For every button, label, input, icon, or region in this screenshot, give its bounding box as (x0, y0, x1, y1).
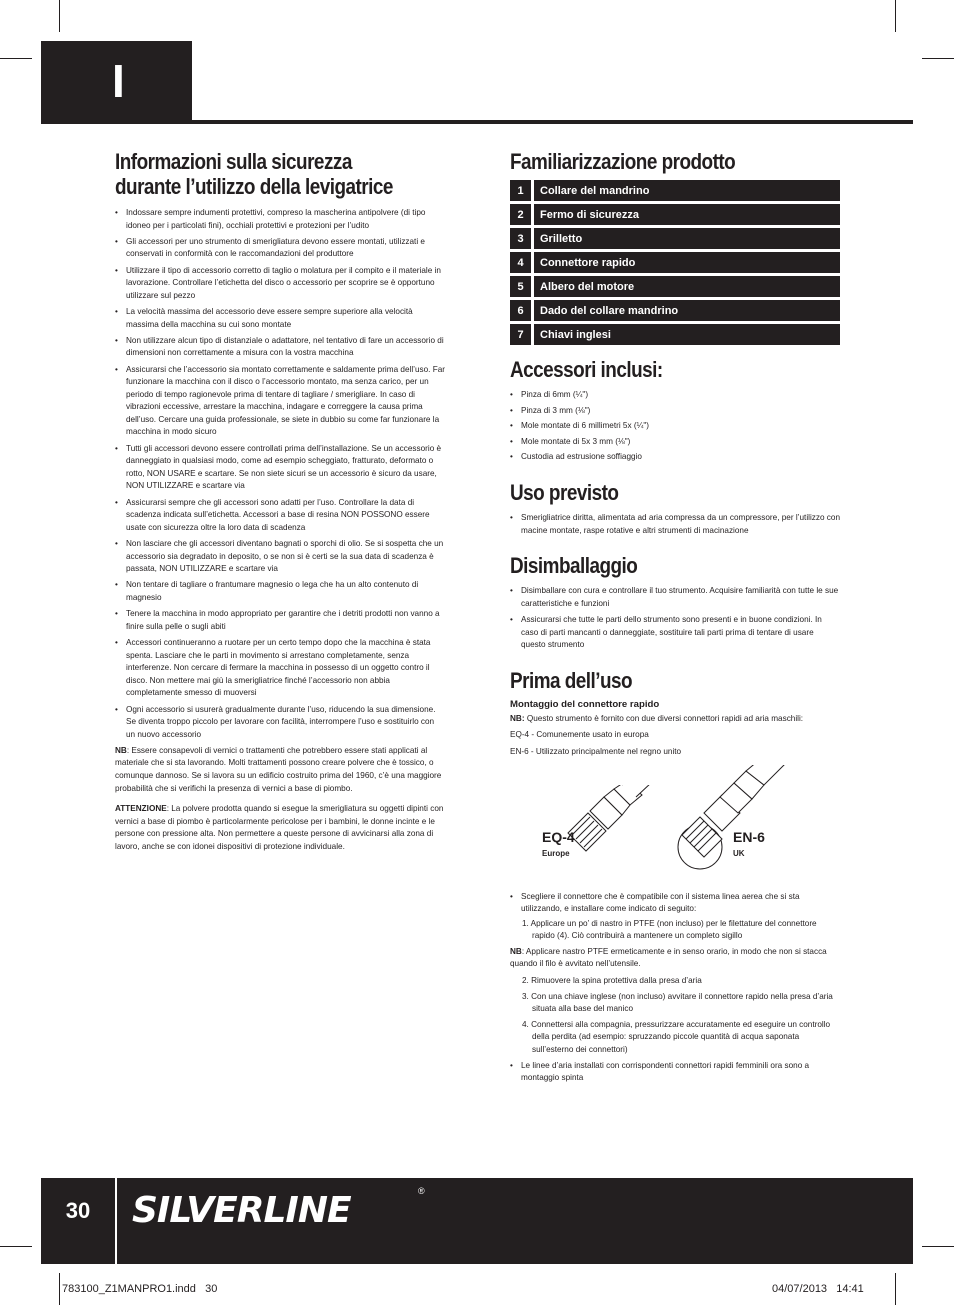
list-item: • Pinza di 6mm (¼") (510, 389, 840, 402)
table-row (510, 228, 840, 249)
brand-logo: SILVERLINE (132, 1190, 351, 1231)
registered-mark: ® (418, 1186, 425, 1196)
list-item: • Scegliere il connettore che è compatibile con il sistema linea aerea che si sta utilizzando, e installare come indicato di seguito: (510, 891, 840, 916)
list-item: • Indossare sempre indumenti protettivi, compreso la mascherina antipolvere (di tipo idoneo per i particolati fini), occhiali protettivi e protezioni per l’udito (115, 207, 445, 232)
use-list (510, 512, 840, 537)
list-item: • Mole montate di 5x 3 mm (⅛") (510, 436, 840, 449)
nb-text: : Applicare nastro PTFE ermeticamente e in senso orario, in modo che non si stacca quando il filo è avvitato nell’utensile. (510, 946, 827, 969)
table-row (510, 276, 840, 297)
use-title: Uso previsto (510, 479, 619, 505)
safety-column (115, 149, 445, 858)
accessories-list (510, 389, 840, 464)
part-number: 3 (510, 228, 531, 249)
warning-paragraph (115, 803, 445, 853)
part-number: 5 (510, 276, 531, 297)
list-item: • Utilizzare il tipo di accessorio corretto di taglio o molatura per il compito e il materiale in lavorazione. Controllare l’etichetta del disco o accessorio per scoprire se è opportuno utilizzare sul pezzo (115, 265, 445, 303)
list-item: • Non tentare di tagliare o frantumare magnesio o lega che ha un alto contenuto di magnesio (115, 579, 445, 604)
part-number: 4 (510, 252, 531, 273)
crop-mark (895, 0, 896, 32)
unpack-list (510, 585, 840, 652)
nb-paragraph (510, 946, 840, 971)
step-item: 3. Con una chiave inglese (non incluso) avvitare il connettore rapido nella presa d’aria situata alla base del manico (522, 991, 833, 1014)
list-item: • Assicurarsi che l’accessorio sia montato correttamente e saldamente prima dell’uso. Far funzionare la macchina con il disco o l’accessorio montato, ma senza carico, per un periodo di tempo ragionevole prima di tentare di tagliare / smerigliare. In caso di vibrazioni eccessive, arrestare la macchina, indagare e correggere la causa prima dell’uso. Cercare una guida professionale, se siete in dubbio su come far funzionare la macchina in modo sicuro (115, 364, 445, 440)
part-label: Albero del motore (534, 276, 840, 297)
list-item: • Ogni accessorio si usurerà gradualmente durante l’uso, riducendo la sua dimensione. Se diventa troppo piccolo per lavorare con facilità, interrompere l’uso e sostituirlo con un nuovo accessorio (115, 704, 445, 742)
nb-label: NB (115, 745, 127, 755)
final-list (510, 1060, 840, 1085)
safety-title-line2: durante l’utilizzo della levigatrice (115, 174, 393, 199)
list-item: • Le linee d’aria installati con corrispondenti connettori rapidi femminili ora sono a montaggio spinta (510, 1060, 840, 1085)
list-item: • Pinza di 3 mm (⅛") (510, 405, 840, 418)
table-row (510, 324, 840, 345)
page-number: 30 (65, 1198, 91, 1223)
en6-connector-image (660, 765, 800, 875)
part-label: Fermo di sicurezza (534, 204, 840, 225)
date-slug: 04/07/2013 14:41 (772, 1283, 864, 1295)
nb-text: Questo strumento è fornito con due diversi connettori rapidi ad aria maschili: (524, 713, 804, 723)
table-row (510, 252, 840, 273)
table-row (510, 180, 840, 201)
eq4-sublabel: Europe (542, 848, 570, 858)
part-number: 2 (510, 204, 531, 225)
nb-paragraph (510, 713, 840, 726)
list-item: • Custodia ad estrusione soffiaggio (510, 451, 840, 464)
list-item: • Non lasciare che gli accessori diventano bagnati o sporchi di olio. Se si sospetta che un accessorio sia degradato in deposito, o se non si è certi se la sua data di scadenza è passata, NON UTILIZZARE e scartare via (115, 538, 445, 576)
product-column (510, 149, 840, 1088)
nb-label: NB: (510, 713, 525, 723)
part-label: Dado del collare mandrino (534, 300, 840, 321)
part-number: 1 (510, 180, 531, 201)
step-item: 4. Connettersi alla compagnia, pressurizzare accuratamente ed eseguire un controllo della perdita (ad esempio: spruzzando piccole quantità di acqua saponata sull’esterno dei connettori) (522, 1019, 831, 1055)
part-label: Chiavi inglesi (534, 324, 840, 345)
install-steps (510, 918, 840, 943)
part-number: 6 (510, 300, 531, 321)
list-item: • Gli accessori per uno strumento di smerigliatura devono essere montati, utilizzati e conservati in conformità con le raccomandazioni del produttore (115, 236, 445, 261)
warning-text: : La polvere prodotta quando si esegue la smerigliatura su oggetti dipinti con vernici a base di piombo è particolarmente pericolose per i bambini, le donne incinte e le persone con pressione alta. Non permettere a queste persone di avvicinarsi alla zona di lavoro, anche se con idonei dispositivi di protezione individuale. (115, 804, 444, 852)
connector-figure (510, 765, 840, 891)
crop-mark (59, 0, 60, 32)
part-number: 7 (510, 324, 531, 345)
accessories-title: Accessori inclusi: (510, 357, 663, 382)
install-list (510, 891, 840, 916)
crop-mark (922, 58, 954, 59)
footer-divider (115, 1178, 117, 1264)
table-row (510, 204, 840, 225)
parts-table (510, 180, 840, 345)
nb-label: NB (510, 946, 522, 956)
list-item: • Smerigliatrice diritta, alimentata ad aria compressa da un compressore, per l’utilizzo con macine montate, raspe rotative e altri strumenti di macinazione (510, 512, 840, 537)
part-label: Collare del mandrino (534, 180, 840, 201)
list-item: • Assicurarsi sempre che gli accessori sono adatti per l’uso. Controllare la data di scadenza indicata sull’etichetta. Accessori a base di resina NON POSSONO essere usate con sicurezza oltre la loro data di scadenza (115, 497, 445, 535)
nb-paragraph (115, 745, 445, 795)
list-item: • Accessori continueranno a ruotare per un certo tempo dopo che la macchina è stata spenta. Lasciare che le parti in movimento si arrestano completamente, senza interferenze. Non cercare di fermare la macchina in possesso di un oggetto contro il disco. Non mettere mai giù la smerigliatrice finché l’accessorio non abbia completamente smesso di muoversi (115, 637, 445, 700)
part-label: Connettore rapido (534, 252, 840, 273)
list-item: • Non utilizzare alcun tipo di distanziale o adattatore, nel tentativo di fare un accessorio di dimensioni non correttamente a misura con la vostra macchina (115, 335, 445, 360)
mount-subtitle: Montaggio del connettore rapido (510, 698, 660, 710)
part-label: Grilletto (534, 228, 840, 249)
list-item: • Mole montate di 6 millimetri 5x (¼") (510, 420, 840, 433)
language-letter: I (112, 55, 125, 107)
step-item: 1. Applicare un po’ di nastro in PTFE (non incluso) per le filettature del connettore rapido (4). Ciò contribuirà a mantenere un completo sigillo (522, 918, 817, 941)
step-item: 2. Rimuovere la spina protettiva dalla presa d’aria (522, 976, 702, 986)
product-title: Familiarizzazione prodotto (510, 149, 736, 174)
list-item: • Tenere la macchina in modo appropriato per garantire che i detriti prodotti non vanno a finire sulla pelle o sugli abiti (115, 608, 445, 633)
en6-line: EN-6 - Utilizzato principalmente nel regno unito (510, 746, 682, 756)
crop-mark (0, 58, 32, 59)
warning-label: ATTENZIONE (115, 804, 167, 814)
crop-mark (895, 1273, 896, 1305)
en6-label: EN-6 (733, 828, 765, 845)
safety-list (115, 207, 445, 741)
list-item: • Assicurarsi che tutte le parti dello strumento sono presenti e in buone condizioni. In caso di parti mancanti o danneggiate, sostituire tali parti prima di tentare di usare questo strumento (510, 614, 840, 652)
list-item: • La velocità massima del accessorio deve essere sempre superiore alla velocità massima della macchina su cui sono montate (115, 306, 445, 331)
before-use-title: Prima dell’uso (510, 667, 633, 693)
file-slug: 783100_Z1MANPRO1.indd 30 (62, 1283, 218, 1295)
crop-mark (922, 1246, 954, 1247)
eq4-label: EQ-4 (542, 828, 575, 845)
unpack-title: Disimballaggio (510, 553, 638, 579)
list-item: • Tutti gli accessori devono essere controllati prima dell’installazione. Se un accessorio è danneggiato in qualsiasi modo, come ad esempio scheggiato, fratturato, deformato o rotto, NON USARE e scartare. Se non siete sicuri se un accessorio è sicuro da usare, NON UTILIZZARE e scartare via (115, 443, 445, 493)
eq4-line: EQ-4 - Comunemente usato in europa (510, 730, 649, 740)
header-rule (41, 120, 913, 124)
crop-mark (0, 1246, 32, 1247)
en6-sublabel: UK (733, 848, 745, 858)
safety-title-line1: Informazioni sulla sicurezza (115, 149, 352, 174)
crop-mark (59, 1273, 60, 1305)
nb-text: : Essere consapevoli di vernici o trattamenti che potrebbero essere stati applicati al materiale che si sta lavorando. Molti trattamenti possono creare polvere che è tossico, o comunque dannoso. Se si lavora su un edificio costruito prima del 1960, c’è una maggiore probabilità che si verifichi la presenza di vernici a base di piombo. (115, 745, 442, 793)
install-steps (510, 975, 840, 1057)
table-row (510, 300, 840, 321)
list-item: • Disimballare con cura e controllare il tuo strumento. Acquisire familiarità con tutte le sue caratteristiche e funzioni (510, 585, 840, 610)
